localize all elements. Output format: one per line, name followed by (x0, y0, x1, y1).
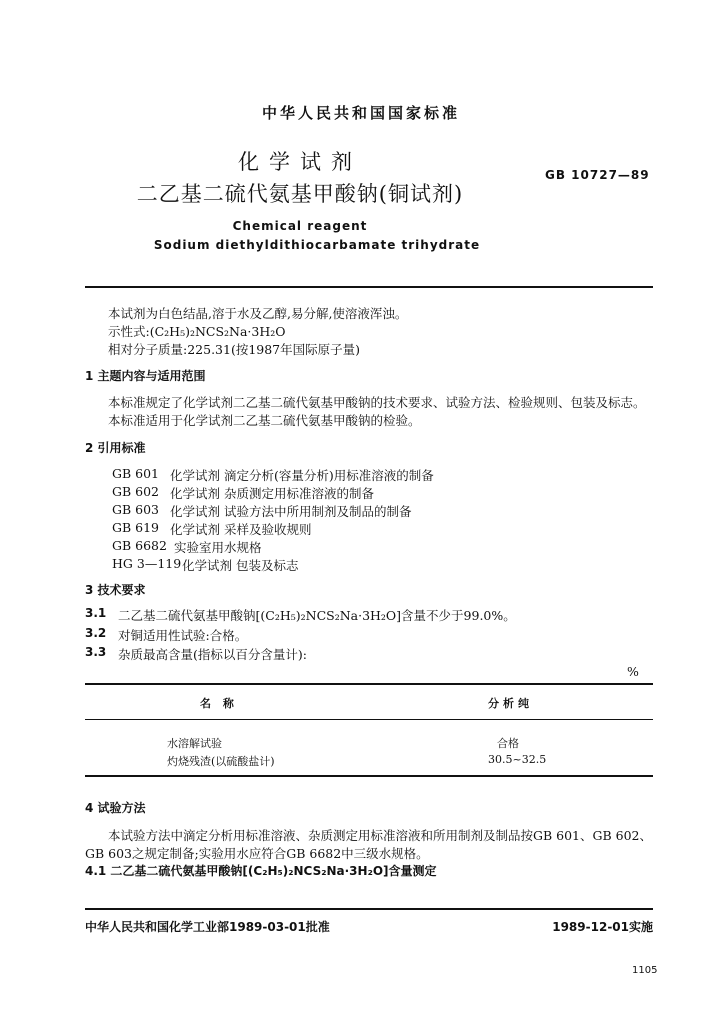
section-1-paragraph-2: 本标准适用于化学试剂二乙基二硫代氨基甲酸钠的检验。 (108, 413, 421, 428)
ref-text: 实验室用水规格 (174, 540, 262, 555)
section-2-heading: 2 引用标准 (85, 441, 146, 455)
section-1-heading: 1 主题内容与适用范围 (85, 369, 206, 383)
standard-number: GB 10727—89 (545, 168, 650, 182)
table-top-rule (85, 683, 653, 685)
section-1-paragraph-1: 本标准规定了化学试剂二乙基二硫代氨基甲酸钠的技术要求、试验方法、检验规则、包装及标志。 (108, 395, 646, 410)
clause-text: 二乙基二硫代氨基甲酸钠[(C₂H₅)₂NCS₂Na·3H₂O]含量不少于99.0%。 (118, 608, 516, 623)
english-title-1: Chemical reagent (232, 219, 368, 233)
approval-line: 中华人民共和国化学工业部1989-03-01批准 (85, 920, 330, 934)
ref-text: 化学试剂 试验方法中所用制剂及制品的制备 (170, 504, 412, 519)
section-3-heading: 3 技术要求 (85, 583, 146, 597)
clause-text: 对铜适用性试验:合格。 (118, 628, 248, 643)
document-header: 中华人民共和国国家标准 (261, 104, 460, 122)
page-number: 1105 (632, 965, 658, 976)
ref-code: GB 6682 (112, 538, 167, 553)
footer-divider (85, 908, 653, 910)
clause-number: 3.3 (85, 645, 107, 659)
english-title-2: Sodium diethyldithiocarbamate trihydrate (153, 238, 481, 252)
section-4-heading: 4 试验方法 (85, 801, 146, 815)
ref-code: GB 603 (112, 502, 160, 517)
ref-text: 化学试剂 杂质测定用标准溶液的制备 (170, 486, 374, 501)
section-4-paragraph-2: GB 603之规定制备;实验用水应符合GB 6682中三级水规格。 (85, 846, 429, 861)
section-4-paragraph-1: 本试验方法中滴定分析用标准溶液、杂质测定用标准溶液和所用制剂及制品按GB 601、GB 602、 (108, 828, 653, 843)
ref-code: GB 619 (112, 520, 160, 535)
table-unit: % (627, 664, 639, 679)
table-cell-name: 水溶解试验 (167, 737, 222, 750)
document-subtitle: 二乙基二硫代氨基甲酸钠(铜试剂) (136, 182, 464, 206)
intro-description: 本试剂为白色结晶,溶于水及乙醇,易分解,使溶液浑浊。 (108, 306, 408, 321)
table-cell-name: 灼烧残渣(以硫酸盐计) (167, 755, 275, 768)
ref-text: 化学试剂 滴定分析(容量分析)用标准溶液的制备 (170, 468, 434, 483)
table-cell-value: 30.5~32.5 (488, 753, 547, 766)
clause-number: 3.1 (85, 606, 107, 620)
implementation-date: 1989-12-01实施 (552, 920, 653, 934)
document-title: 化学试剂 (238, 150, 362, 174)
table-header-name: 名 称 (200, 697, 238, 710)
clause-number: 3.2 (85, 626, 107, 640)
ref-code: HG 3—119 (112, 556, 182, 571)
clause-text: 杂质最高含量(指标以百分含量计): (118, 647, 307, 662)
header-divider (85, 286, 653, 288)
table-cell-value: 合格 (497, 737, 519, 750)
clause-4-1: 4.1 二乙基二硫代氨基甲酸钠[(C₂H₅)₂NCS₂Na·3H₂O]含量测定 (85, 864, 437, 878)
table-header-rule (85, 719, 653, 720)
intro-formula: 示性式:(C₂H₅)₂NCS₂Na·3H₂O (108, 324, 286, 339)
ref-text: 化学试剂 采样及验收规则 (170, 522, 312, 537)
ref-code: GB 601 (112, 466, 160, 481)
ref-code: GB 602 (112, 484, 160, 499)
table-header-grade: 分析纯 (488, 697, 533, 710)
ref-text: 化学试剂 包装及标志 (182, 558, 299, 573)
intro-molecular-mass: 相对分子质量:225.31(按1987年国际原子量) (108, 342, 361, 357)
table-bottom-rule (85, 775, 653, 777)
